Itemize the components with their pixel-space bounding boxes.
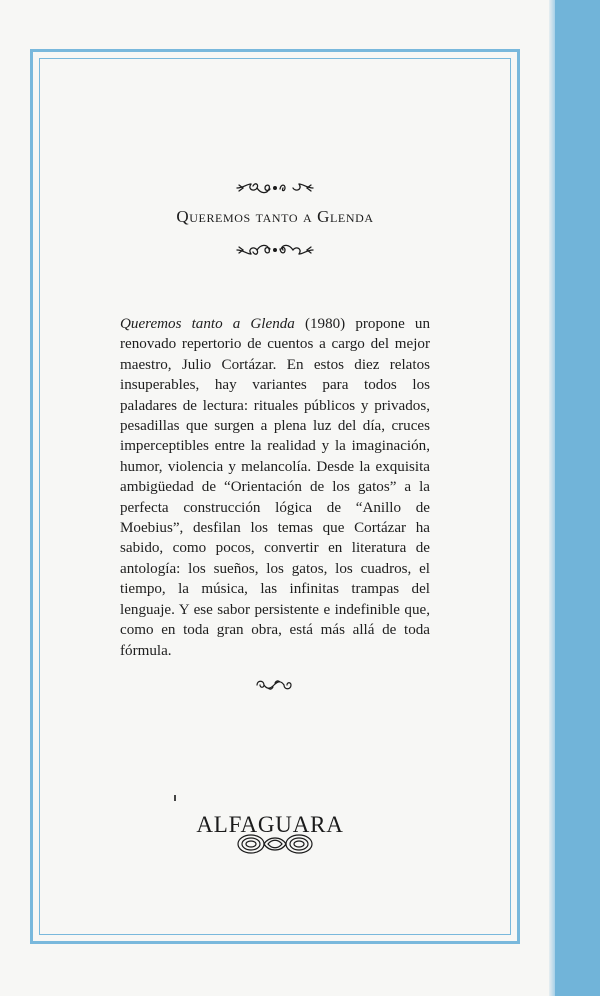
flourish-ornament-bottom-icon (235, 238, 315, 262)
blurb-book-title: Queremos tanto a Glenda (120, 316, 295, 332)
blurb-text: (1980) propone un renovado repertorio de cuentos a cargo del mejor maestro, Julio Cortázar. En estos diez relatos insuperables, hay variantes para todos los paladares de lectura: rituales públicos y privados, pesadillas que surgen a plena luz del día, cruces imperceptibles entre la realidad y la imaginación, humor, violencia y melancolía. Desde la exquisita ambigüedad de “Orientación de los gatos” a la perfecta construcción lógica de “Anillo de Moebius”, desfilan los temas que Cortázar ha sabido, como pocos, convertir en literatura de antología: los sueños, los gatos, los cuadros, el tiempo, la música, las infinitas trampas del lenguaje. Y ese sabor persistente e indefinible que, como en toda gran obra, está más allá de toda fórmula. (120, 316, 430, 659)
spine-band (555, 0, 600, 996)
flourish-ornament-top-icon (235, 176, 315, 200)
publisher-name: ALFAGUARA (196, 812, 344, 837)
publisher-logo-ornament-icon (235, 831, 315, 857)
book-title: Queremos tanto a Glenda (176, 207, 374, 226)
print-speck (174, 795, 176, 801)
small-flourish-ornament-icon (254, 677, 294, 693)
back-cover-blurb (120, 314, 430, 661)
